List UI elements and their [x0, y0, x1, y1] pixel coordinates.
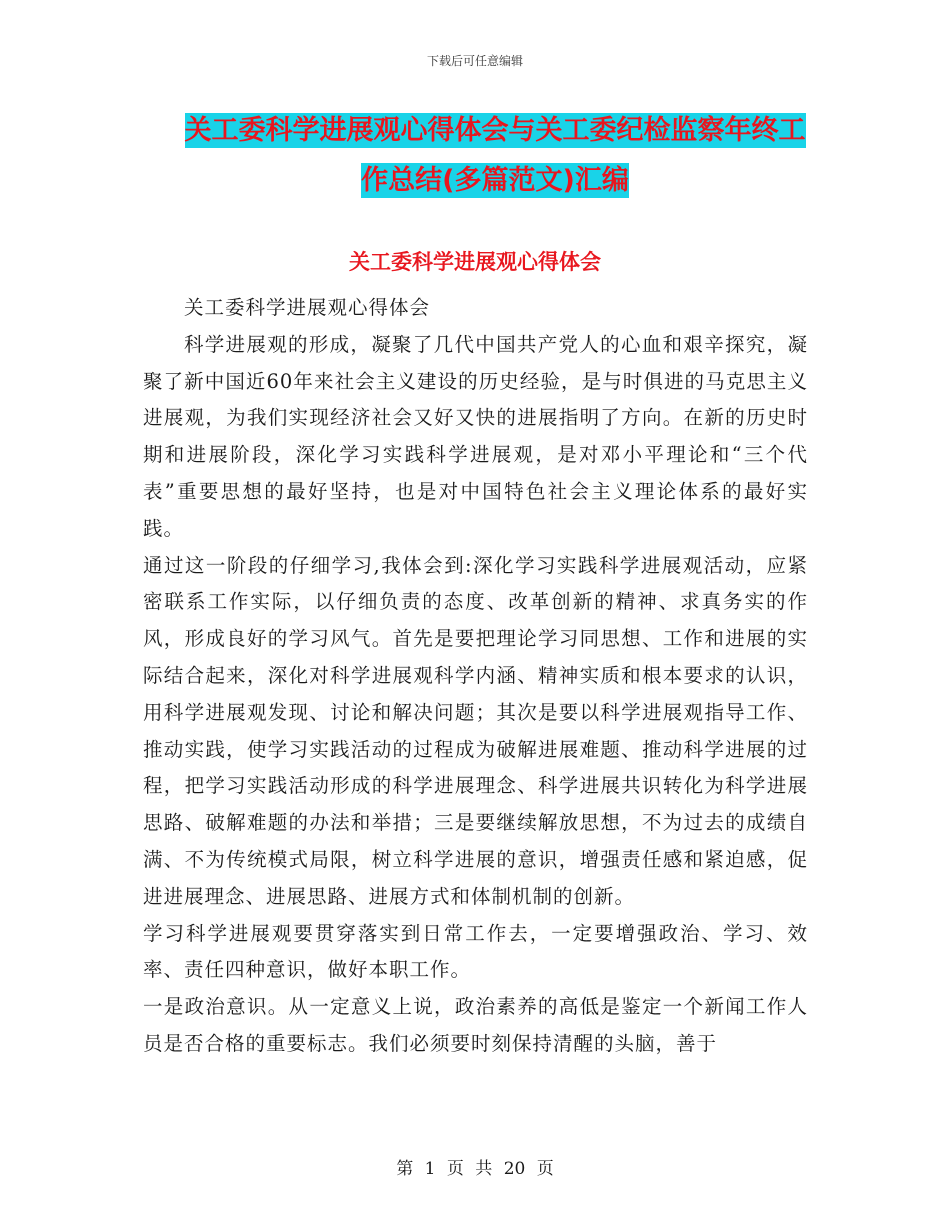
page-footer: 第 1 页 共 20 页	[396, 1159, 554, 1179]
body-paragraph: 科学进展观的形成，凝聚了几代中国共产党人的心血和艰辛探究，凝聚了新中国近60年来社会主义建设的历史经验，是与时俱进的马克思主义进展观，为我们实现经济社会又好又快的进展指明了方向。在新的历史时期和进展阶段，深化学习实践科学进展观，是对邓小平理论和“三个代表”重要思想的最好坚持，也是对中国特色社会主义理论体系的最好实践。	[143, 332, 808, 540]
body-paragraph: 学习科学进展观要贯穿落实到日常工作去，一定要增强政治、学习、效率、责任四种意识，做好本职工作。	[143, 921, 808, 982]
section-title: 关工委科学进展观心得体会	[349, 250, 601, 274]
header-note: 下载后可任意编辑	[426, 54, 523, 68]
document-title	[150, 106, 840, 206]
document-title-line-1: 关工委科学进展观心得体会与关工委纪检监察年终工	[184, 115, 806, 146]
body-paragraph: 关工委科学进展观心得体会	[183, 296, 430, 319]
body-paragraph: 通过这一阶段的仔细学习,我体会到:深化学习实践科学进展观活动，应紧密联系工作实际，以仔细负责的态度、改革创新的精神、求真务实的作风，形成良好的学习风气。首先是要把理论学习同思想、工作和进展的实际结合起来，深化对科学进展观科学内涵、精神实质和根本要求的认识，用科学进展观发现、讨论和解决问题；其次是要以科学进展观指导工作、推动实践，使学习实践活动的过程成为破解进展难题、推动科学进展的过程，把学习实践活动形成的科学进展理念、科学进展共识转化为科学进展思路、破解难题的办法和举措；三是要继续解放思想，不为过去的成绩自满、不为传统模式局限，树立科学进展的意识，增强责任感和紧迫感，促进进展理念、进展思路、进展方式和体制机制的创新。	[143, 553, 808, 908]
document-title-line-2: 作总结(多篇范文)汇编	[361, 165, 629, 196]
body-paragraph: 一是政治意识。从一定意义上说，政治素养的高低是鉴定一个新闻工作人员是否合格的重要标志。我们必须要时刻保持清醒的头脑，善于	[143, 995, 808, 1055]
document-body	[143, 290, 808, 1063]
